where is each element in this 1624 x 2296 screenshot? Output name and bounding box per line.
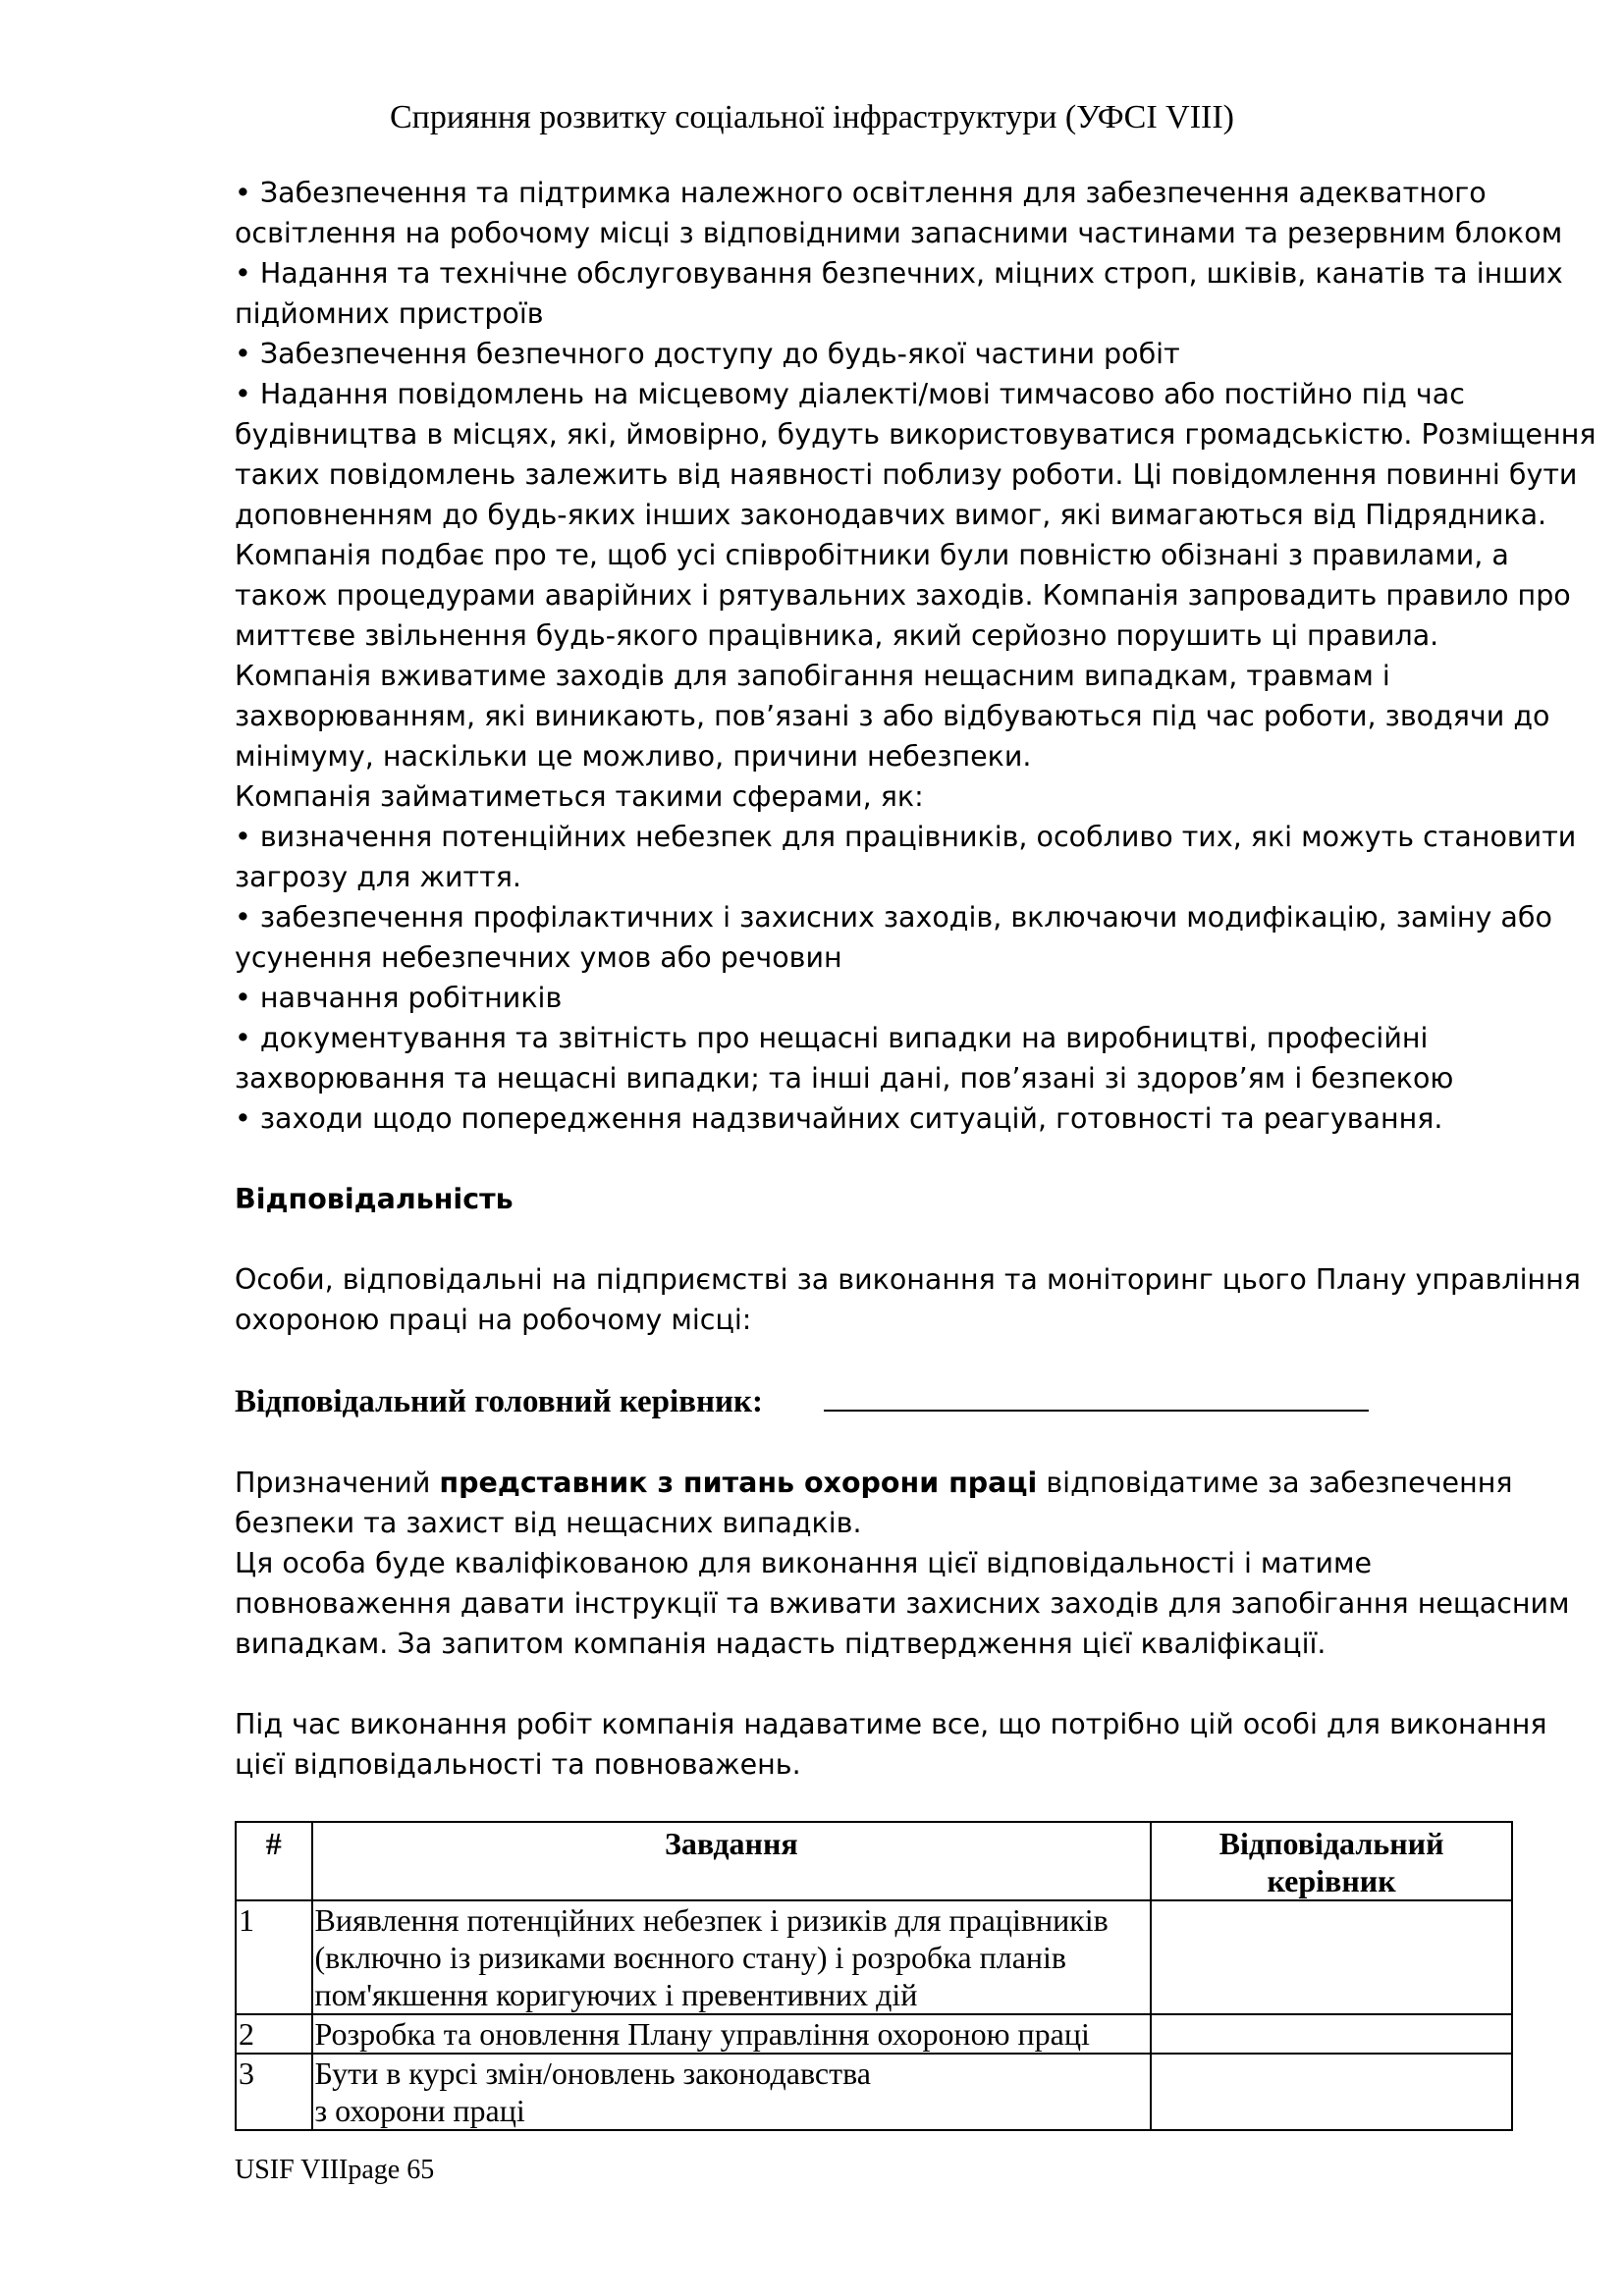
tasks-table <box>235 1821 1513 2131</box>
text-line: Ця особа буде кваліфікованою для виконання цієї відповідальності і матиме <box>235 1547 1373 1579</box>
text-line: також процедурами аварійних і рятувальних заходів. Компанія запровадить правило про <box>235 579 1571 612</box>
table-row <box>236 2014 1512 2054</box>
row-responsible <box>1151 1900 1512 2014</box>
text-line: • Надання та технічне обслуговування безпечних, міцних строп, шківів, канатів та інших <box>235 257 1563 290</box>
text-line: • Надання повідомлень на місцевому діалекті/мові тимчасово або постійно під час <box>235 378 1465 410</box>
safety-representative-text <box>235 1503 1570 1664</box>
table-row <box>236 2054 1512 2130</box>
text-line: Компанія вживатиме заходів для запобігання нещасним випадкам, травмам і <box>235 660 1390 692</box>
responsible-persons-text <box>235 1259 1581 1340</box>
header-num: # <box>236 1822 312 1900</box>
chief-manager-label: Відповідальний головний керівник: <box>235 1384 764 1419</box>
task-line: пом'якшення коригуючих і превентивних дій <box>314 1977 918 2012</box>
text-line: захворювання та нещасні випадки; та інші дані, пов’язані зі здоров’ям і безпекою <box>235 1062 1454 1095</box>
text-line: • навчання робітників <box>235 982 563 1014</box>
text-line: безпеки та захист від нещасних випадків. <box>235 1507 862 1539</box>
text-line: • визначення потенційних небезпек для працівників, особливо тих, які можуть становити <box>235 821 1577 853</box>
text-line: • заходи щодо попередження надзвичайних ситуацій, готовності та реагування. <box>235 1102 1443 1135</box>
task-line: (включно із ризиками воєнного стану) і розробка планів <box>314 1940 1067 1975</box>
text-line: усунення небезпечних умов або речовин <box>235 941 842 974</box>
text-line: охороною праці на робочому місці: <box>235 1304 752 1336</box>
text-line: загрозу для життя. <box>235 861 521 893</box>
page-header-title: Сприяння розвитку соціальної інфраструктури (УФСІ VIII) <box>390 99 1234 135</box>
text-line: захворюванням, які виникають, пов’язані з або відбуваються під час роботи, зводячи до <box>235 700 1550 732</box>
row-number: 3 <box>236 2054 312 2130</box>
text-line: Особи, відповідальні на підприємстві за виконання та моніторинг цього Плану управління <box>235 1263 1581 1296</box>
row-task <box>312 2054 1152 2130</box>
page-footer: USIF VIIIpage 65 <box>235 2155 435 2185</box>
task-line: Виявлення потенційних небезпек і ризиків для працівників <box>314 1902 1109 1938</box>
responsibility-heading: Відповідальність <box>235 1183 514 1215</box>
text-line: будівництва в місцях, які, ймовірно, будуть використовуватися громадськістю. Розміщення <box>235 418 1597 451</box>
text-line: Компанія займатиметься такими сферами, як: <box>235 780 924 813</box>
row-task <box>312 2014 1152 2054</box>
text-line: Компанія подбає про те, щоб усі співробітники були повністю обізнані з правилами, а <box>235 539 1509 571</box>
text-line: • Забезпечення безпечного доступу до будь-якої частини робіт <box>235 338 1180 370</box>
header-responsible-line-2: керівник <box>1267 1863 1396 1898</box>
text-line: випадкам. За запитом компанія надасть підтвердження цієї кваліфікації. <box>235 1628 1326 1660</box>
task-line: з охорони праці <box>314 2093 525 2128</box>
text-line: миттєве звільнення будь-якого працівника, який серйозно порушить ці правила. <box>235 619 1439 652</box>
rep-rest-text: відповідатиме за забезпечення <box>1037 1467 1513 1499</box>
safety-representative-intro <box>235 1463 1531 1503</box>
row-number: 2 <box>236 2014 312 2054</box>
text-line: мінімуму, наскільки це можливо, причини небезпеки. <box>235 740 1032 773</box>
row-responsible <box>1151 2014 1512 2054</box>
text-line: повноваження давати інструкції та вживати захисних заходів для запобігання нещасним <box>235 1587 1570 1620</box>
chief-manager-field <box>235 1380 1531 1422</box>
task-line: Бути в курсі змін/оновлень законодавства <box>314 2056 871 2091</box>
text-line: Під час виконання робіт компанія надаватиме все, що потрібно цій особі для виконання <box>235 1708 1547 1740</box>
safety-measures-text <box>235 173 1597 1139</box>
row-task <box>312 1900 1152 2014</box>
header-task: Завдання <box>312 1822 1152 1900</box>
rep-bold-text: представник з питань охорони праці <box>439 1467 1038 1499</box>
text-line: • документування та звітність про нещасні випадки на виробництві, професійні <box>235 1022 1429 1054</box>
text-line: підйомних пристроїв <box>235 297 544 330</box>
text-line: цієї відповідальності та повноважень. <box>235 1748 801 1781</box>
task-line: Розробка та оновлення Плану управління охороною праці <box>314 2016 1090 2052</box>
document-body <box>235 173 1597 1785</box>
support-text <box>235 1704 1547 1785</box>
text-line: • забезпечення профілактичних і захисних заходів, включаючи модифікацію, заміну або <box>235 901 1552 934</box>
text-line: • Забезпечення та підтримка належного освітлення для забезпечення адекватного <box>235 177 1487 209</box>
text-line: освітлення на робочому місці з відповідними запасними частинами та резервним блоком <box>235 217 1563 249</box>
table-header-row <box>236 1822 1512 1900</box>
header-responsible-line-1: Відповідальний <box>1218 1826 1444 1861</box>
chief-manager-blank-line <box>824 1380 1369 1412</box>
table-row <box>236 1900 1512 2014</box>
text-line: доповненням до будь-яких інших законодавчих вимог, які вимагаються від Підрядника. <box>235 499 1547 531</box>
row-number: 1 <box>236 1900 312 2014</box>
header-responsible <box>1151 1822 1512 1900</box>
row-responsible <box>1151 2054 1512 2130</box>
text-line: таких повідомлень залежить від наявності поблизу роботи. Ці повідомлення повинні бути <box>235 458 1578 491</box>
rep-intro-text: Призначений <box>235 1467 440 1499</box>
